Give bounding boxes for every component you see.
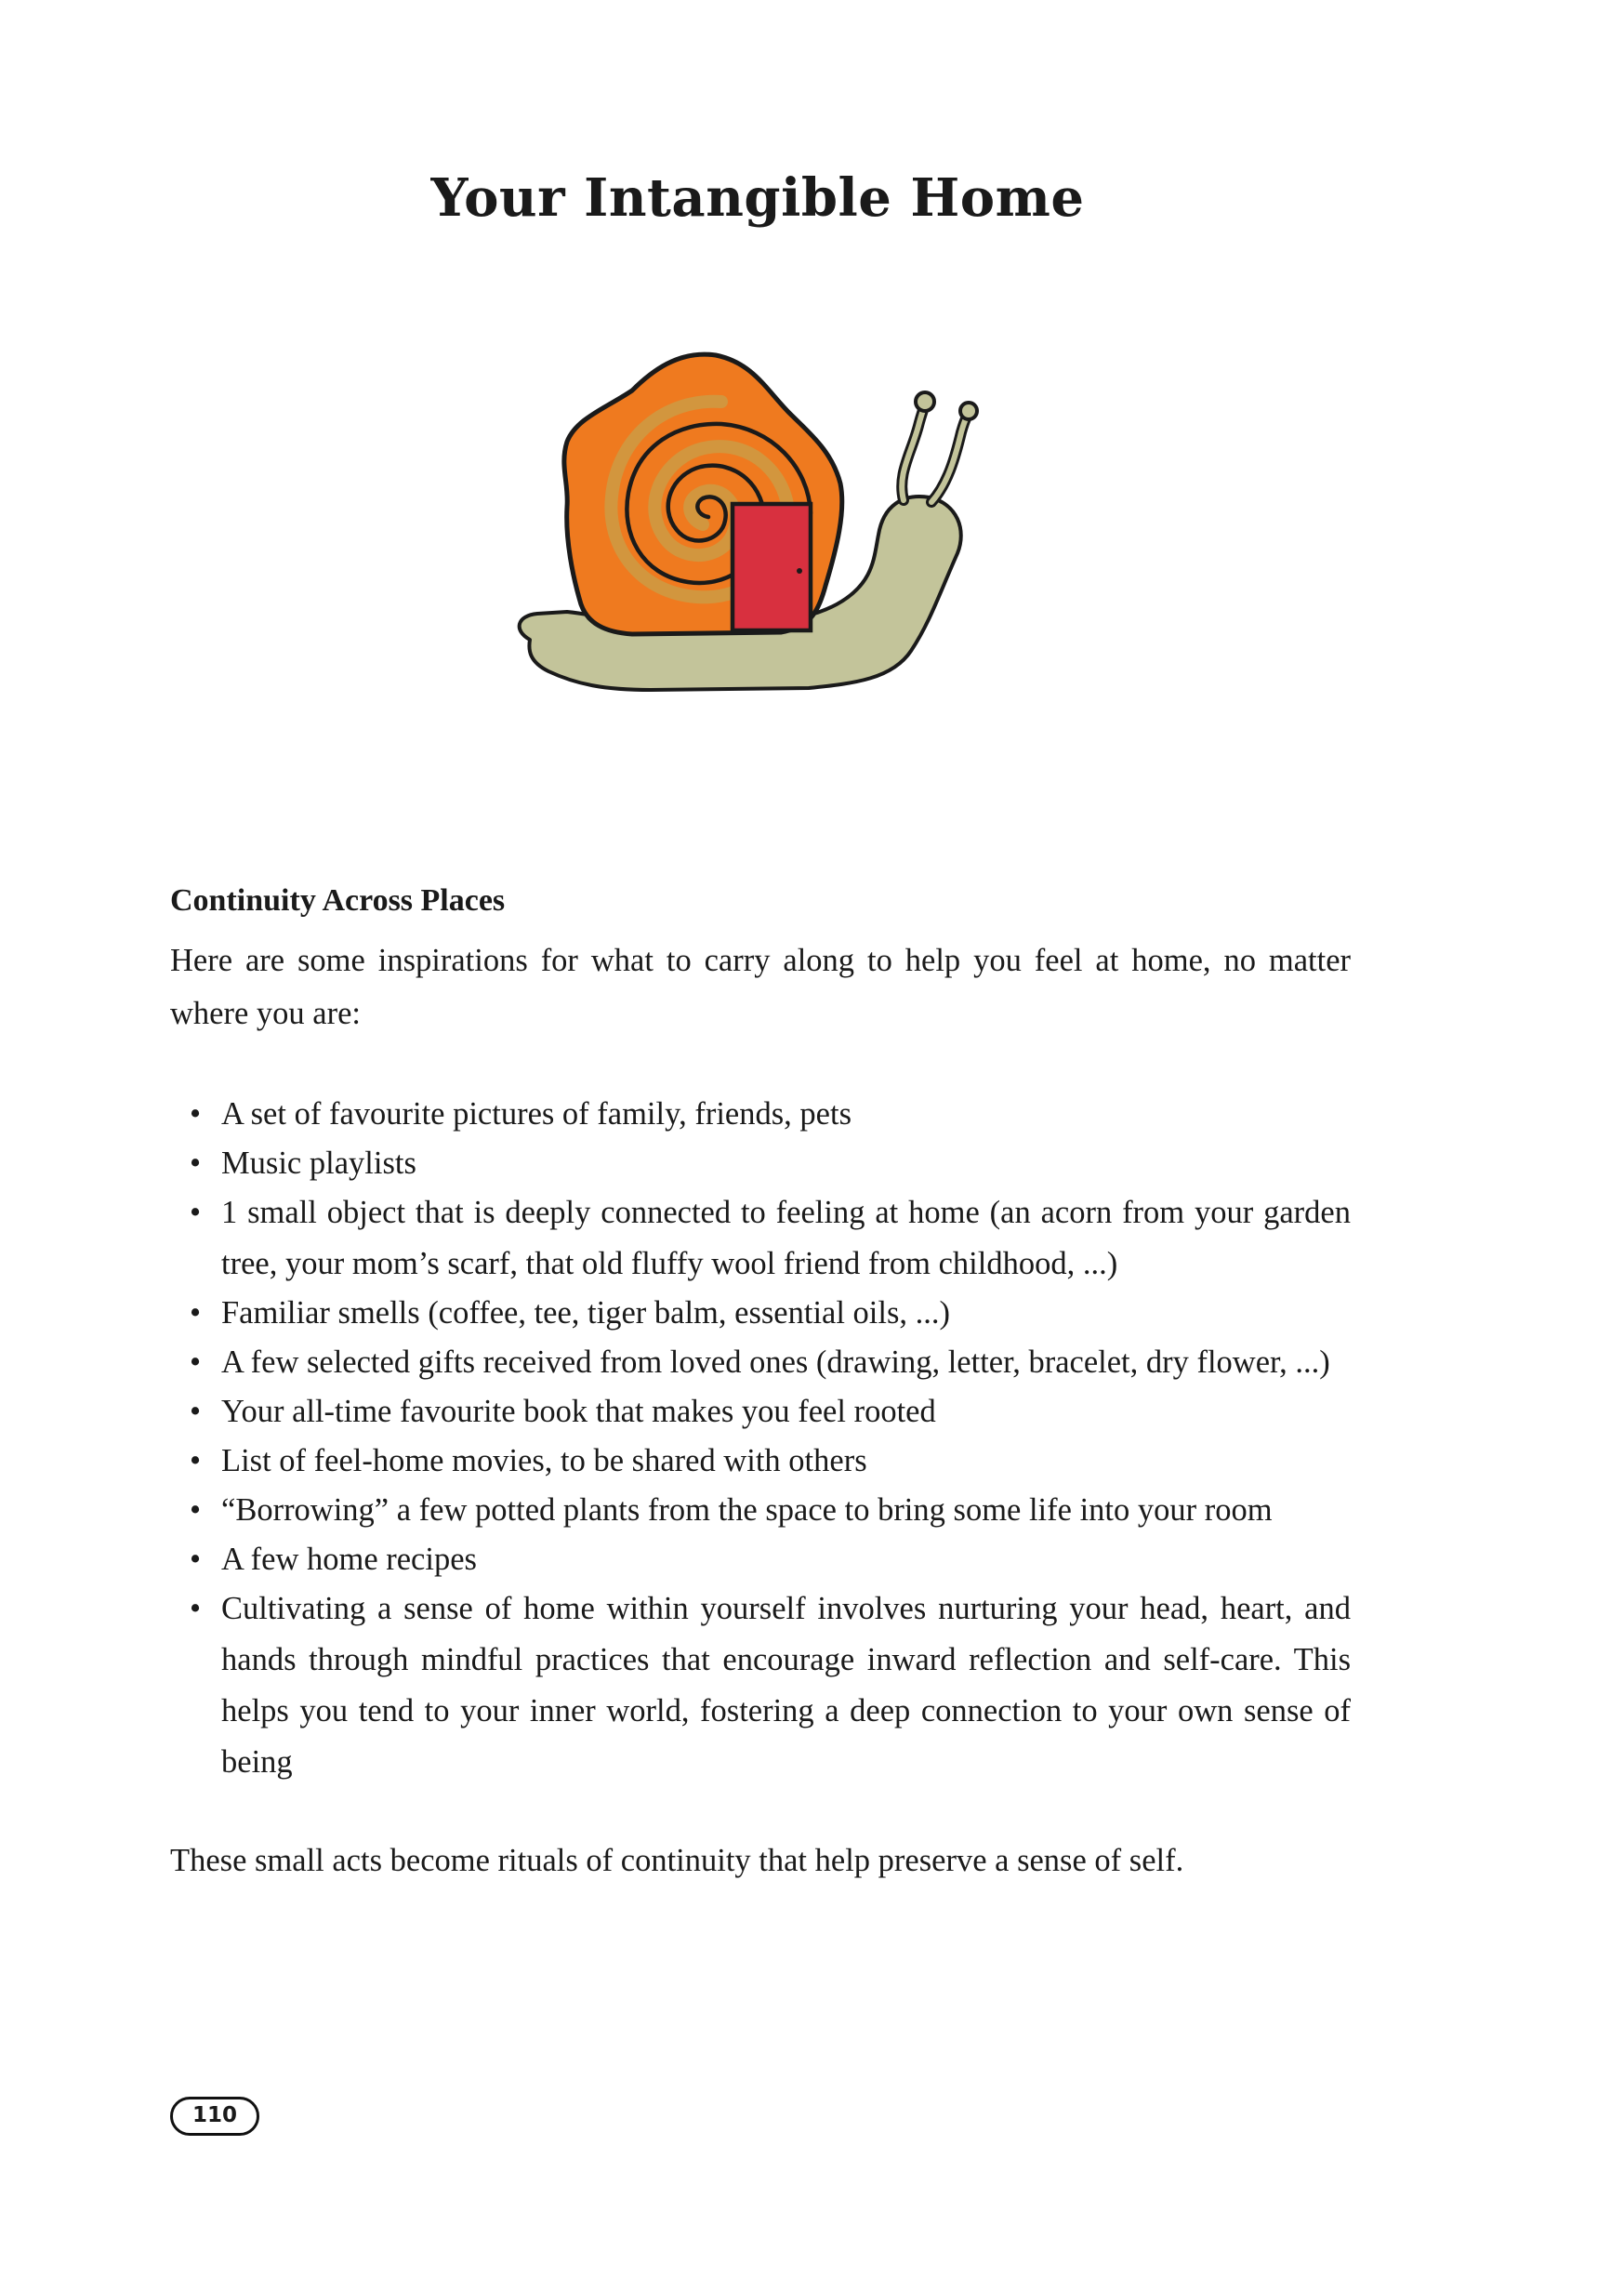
- page-title: Your Intangible Home: [430, 167, 1085, 229]
- section-heading: Continuity Across Places: [170, 883, 506, 918]
- list-item: • Your all-time favourite book that makes you feel rooted: [170, 1386, 1351, 1437]
- intro-paragraph: Here are some inspirations for what to carry along to help you feel at home, no matter where you are:: [170, 943, 1351, 1031]
- list-item: • “Borrowing” a few potted plants from the space to bring some life into your room: [170, 1485, 1351, 1536]
- antenna-right-tip: [960, 403, 977, 419]
- antenna-left-tip: [916, 392, 934, 411]
- list-item: • Music playlists: [170, 1138, 1351, 1189]
- main-content: [170, 874, 1351, 1887]
- closing-paragraph: These small acts become rituals of continuity that help preserve a sense of self.: [170, 1843, 1184, 1878]
- list-item: • Cultivating a sense of home within yourself involves nurturing your head, heart, and hands through mindful practices that encourage inward reflection and self-care. This helps you tend to your inner world, fostering a deep connection to your own sense of being: [170, 1583, 1351, 1788]
- list-item: • Familiar smells (coffee, tee, tiger balm, essential oils, ...): [170, 1288, 1351, 1339]
- page-number-badge: 110: [170, 2097, 259, 2136]
- list-item: • 1 small object that is deeply connected to feeling at home (an acorn from your garden tree, your mom’s scarf, that old fluffy wool friend from childhood, ...): [170, 1187, 1351, 1290]
- list-item: • A few home recipes: [170, 1534, 1351, 1585]
- inspiration-list: [170, 1089, 1351, 1788]
- door: [733, 504, 811, 630]
- door-knob: [797, 568, 802, 574]
- list-item: • A set of favourite pictures of family, friends, pets: [170, 1089, 1351, 1140]
- list-item: • List of feel-home movies, to be shared with others: [170, 1436, 1351, 1487]
- list-item: • A few selected gifts received from loved ones (drawing, letter, bracelet, dry flower, ...): [170, 1337, 1351, 1388]
- snail-with-door-icon: [502, 344, 1004, 707]
